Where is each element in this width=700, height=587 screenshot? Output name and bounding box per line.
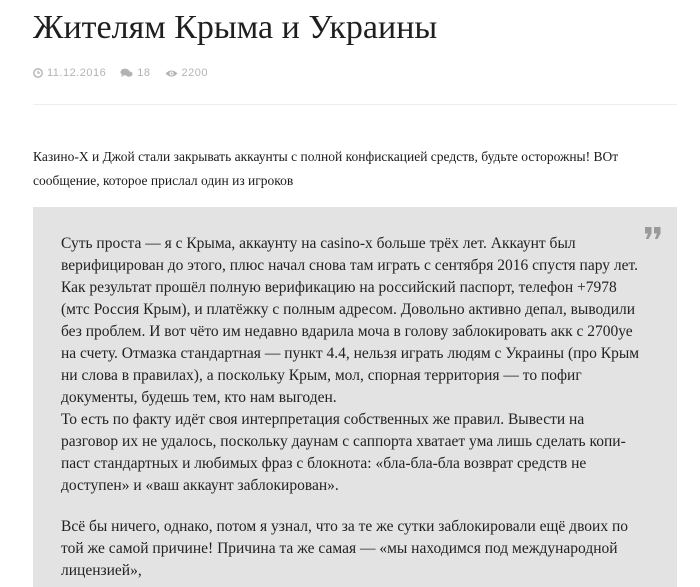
meta-comments[interactable] (120, 67, 150, 79)
quote-body (61, 233, 641, 587)
meta-views (165, 67, 208, 79)
meta-comments-count: 18 (137, 67, 151, 79)
comments-icon (120, 68, 133, 78)
article-intro: Казино-Х и Джой стали закрывать аккаунты с полной конфискацией средств, будьте осторожны! ВОт сообщение, которое прислал один из игроков (33, 149, 619, 188)
article-title: Жителям Крыма и Украины (33, 9, 438, 46)
meta-date-text: 11.12.2016 (47, 67, 107, 79)
quote-text-part-2: То есть по факту идёт своя интерпретация собственных же правил. Вывести на разговор их не удалось, поскольку даунам с саппорта хватает ума лишь сделать копи-паст стандартных и любимых фраз с блокнота: «бла-бла-бла возврат средств не доступен» и «ваш аккаунт заблокирован». (61, 411, 626, 494)
quote-paragraph (61, 233, 641, 497)
meta-views-count: 2200 (181, 67, 208, 79)
quote-text-part-1: Суть проста — я с Крыма, аккаунту на casino-x больше трёх лет. Аккаунт был верифицирован до этого, плюс начал снова там играть с сентября 2016 спустя пару лет. Как результат прошёл полную верификацию на российский паспорт, телефон +7978 (мтс Россия Крым), и платёжку с полным адресом. Довольно активно депал, выводили без проблем. И вот чёто им недавно вдарила моча в голову заблокировать акк с 2700уе на счету. Отмазка стандартная — пункт 4.4, нельзя играть людям с Украины (про Крым ни слова в правилах), а поскольку Крым, мол, спорная территория — то пофиг документы, будешь тем, кто нам выгоден. (61, 235, 640, 406)
article-meta (33, 66, 222, 80)
eye-icon (165, 69, 178, 78)
quote-paragraph-2: Всё бы ничего, однако, потом я узнал, что за те же сутки заблокировали ещё двоих по той же самой причине! Причина та же самая — «мы находимся под международной лицензией», (61, 518, 628, 579)
quote-icon (645, 227, 661, 239)
user-quote (33, 207, 677, 587)
clock-icon (33, 68, 43, 78)
meta-date (33, 67, 106, 79)
divider (33, 104, 677, 105)
